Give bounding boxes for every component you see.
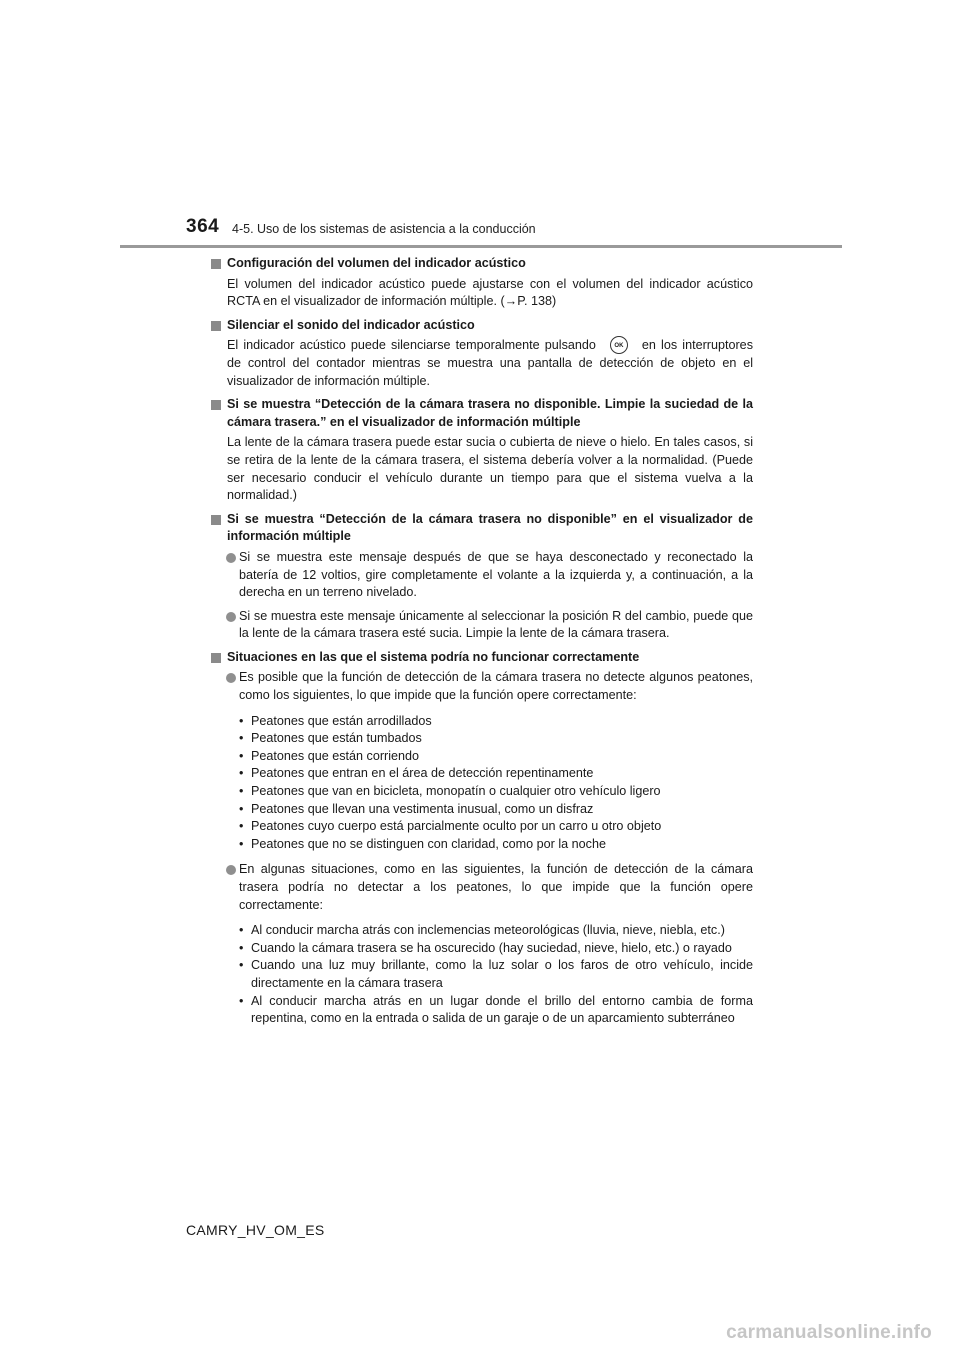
section-camera-dirty xyxy=(210,396,753,505)
body-text-after: en los interruptores de control del contador mientras se muestra una pantalla de detección de objeto en el visualizador de información múltiple. xyxy=(227,338,753,388)
square-bullet-icon xyxy=(211,321,221,331)
section-heading xyxy=(210,649,753,667)
list-item: • Peatones cuyo cuerpo está parcialmente oculto por un carro u otro objeto xyxy=(239,818,753,836)
list-item: • Al conducir marcha atrás con inclemencias meteorológicas (lluvia, nieve, niebla, etc.) xyxy=(239,922,753,940)
heading-text: Si se muestra “Detección de la cámara trasera no disponible. Limpie la suciedad de la cámara trasera.” en el visualizador de información múltiple xyxy=(227,397,753,429)
square-bullet-icon xyxy=(211,653,221,663)
heading-text: Si se muestra “Detección de la cámara trasera no disponible” en el visualizador de información múltiple xyxy=(227,511,753,544)
page-number: 364 xyxy=(186,216,220,237)
header-rule xyxy=(120,245,842,248)
section-heading xyxy=(210,396,753,431)
list-item xyxy=(210,669,753,704)
circle-bullet-icon xyxy=(226,553,236,563)
body-text-before: El indicador acústico puede silenciarse temporalmente pulsando xyxy=(227,338,596,353)
bullet-text: Si se muestra este mensaje únicamente al seleccionar la posición R del cambio, puede que la lente de la cámara trasera esté sucia. Limpie la lente de la cámara trasera. xyxy=(239,608,753,641)
heading-text: Configuración del volumen del indicador acústico xyxy=(227,256,526,270)
list-item xyxy=(210,608,753,643)
section-body: La lente de la cámara trasera puede estar sucia o cubierta de nieve o hielo. En tales casos, si se retira de la lente de la cámara trasera, el sistema debería volver a la normalidad. (Puede ser necesario conducir el vehículo durante un tiempo para que el sistema vuelva a la normalidad.) xyxy=(227,435,753,503)
square-bullet-icon xyxy=(211,400,221,410)
list-item: • Peatones que van en bicicleta, monopatín o cualquier otro vehículo ligero xyxy=(239,783,753,801)
circle-bullet-icon xyxy=(226,865,236,875)
bullet-text: En algunas situaciones, como en las siguientes, la función de detección de la cámara trasera podría no detectar a los peatones, lo que impide que la función opere correctamente: xyxy=(239,862,753,912)
section-limitations xyxy=(210,649,753,1028)
heading-text: Situaciones en las que el sistema podría no funcionar correctamente xyxy=(227,649,640,664)
page-content xyxy=(210,255,753,1036)
list-item: • Peatones que entran en el área de detección repentinamente xyxy=(239,765,753,783)
footer-code: CAMRY_HV_OM_ES xyxy=(186,1222,325,1238)
list-item: • Cuando una luz muy brillante, como la luz solar o los faros de otro vehículo, incide directamente en la cámara trasera xyxy=(239,957,753,992)
pedestrian-list xyxy=(239,713,753,854)
bullet-text: Es posible que la función de detección de la cámara trasera no detecte algunos peatones, como los siguientes, lo que impide que la función opere correctamente: xyxy=(239,670,753,703)
list-item xyxy=(210,861,753,914)
list-item: • Peatones que están arrodillados xyxy=(239,713,753,731)
list-item: • Cuando la cámara trasera se ha oscurecido (hay suciedad, nieve, hielo, etc.) o rayado xyxy=(239,940,753,958)
heading-text: Silenciar el sonido del indicador acústico xyxy=(227,317,475,332)
ok-button-icon: OK xyxy=(610,336,628,354)
list-item xyxy=(210,549,753,602)
list-item: • Peatones que no se distinguen con claridad, como por la noche xyxy=(239,836,753,854)
section-heading xyxy=(210,317,753,335)
chapter-title: 4-5. Uso de los sistemas de asistencia a la conducción xyxy=(232,222,536,236)
situation-list xyxy=(239,922,753,1028)
section-mute xyxy=(210,317,753,390)
square-bullet-icon xyxy=(211,515,221,525)
watermark: carmanualsonline.info xyxy=(726,1322,932,1343)
circle-bullet-icon xyxy=(226,673,236,683)
section-camera-unavailable xyxy=(210,511,753,643)
list-item: • Peatones que están corriendo xyxy=(239,748,753,766)
section-heading xyxy=(210,511,753,546)
square-bullet-icon xyxy=(211,259,221,269)
list-item: • Al conducir marcha atrás en un lugar donde el brillo del entorno cambia de forma repentina, como en la entrada o salida de un garaje o de un aparcamiento subterráneo xyxy=(239,993,753,1028)
section-heading xyxy=(210,255,753,273)
circle-bullet-icon xyxy=(226,612,236,622)
bullet-text: Si se muestra este mensaje después de que se haya desconectado y reconectado la batería de 12 voltios, gire completamente el volante a la izquierda y, a continuación, a la derecha en un terreno nivelado. xyxy=(239,549,753,600)
list-item: • Peatones que están tumbados xyxy=(239,730,753,748)
list-item: • Peatones que llevan una vestimenta inusual, como un disfraz xyxy=(239,801,753,819)
section-body xyxy=(210,337,753,390)
section-volume xyxy=(210,255,753,311)
section-body: El volumen del indicador acústico puede ajustarse con el volumen del indicador acústico RCTA en el visualizador de información múltiple. (→P. 138) xyxy=(227,276,753,309)
